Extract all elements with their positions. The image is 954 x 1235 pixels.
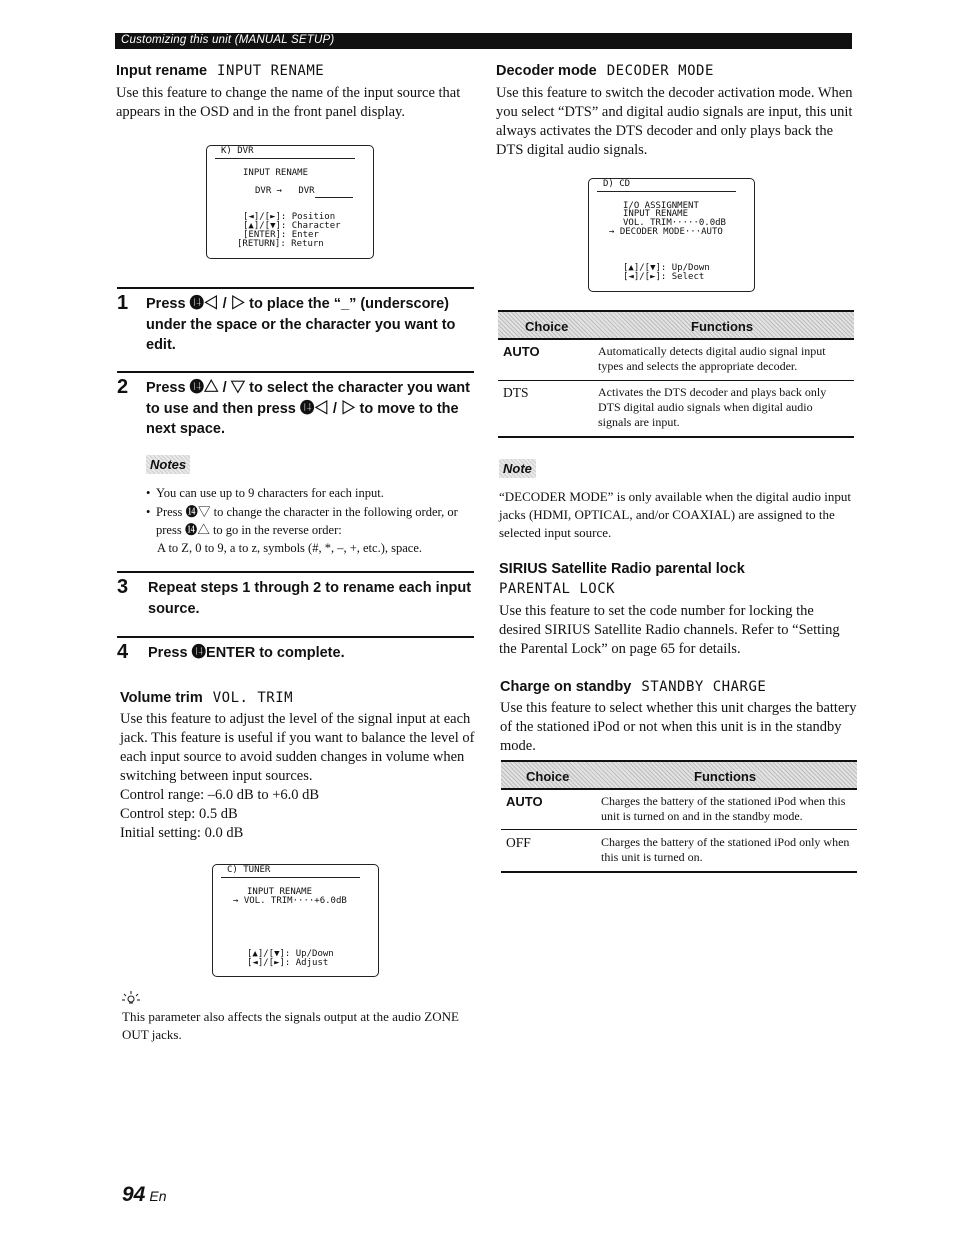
table-cell-choice: AUTO <box>503 344 540 359</box>
osd-line: [◄]/[►]: Adjust <box>247 958 329 968</box>
table-header-functions: Functions <box>694 769 757 784</box>
osd-line: → VOL. TRIM····+6.0dB <box>233 896 347 906</box>
table-row <box>498 381 854 438</box>
volume-trim-heading <box>120 689 480 707</box>
osd-line: [◄]/[►]: Select <box>623 272 705 282</box>
osd-screen-decoder-mode <box>588 178 755 292</box>
decoder-mode-osd-name: DECODER MODE <box>606 63 714 79</box>
osd-line: [RETURN]: Return <box>237 239 324 249</box>
notes-list <box>146 484 476 540</box>
header-bar <box>115 33 852 49</box>
step-number: 3 <box>117 576 129 598</box>
notes-badge <box>146 456 190 474</box>
table-header-functions: Functions <box>691 319 754 334</box>
decoder-mode-body: Use this feature to switch the decoder activation mode. When you select “DTS” and digital audio signals are input, this unit always activates the DTS decoder and only plays back the DTS digital audio signals. <box>496 85 853 158</box>
table-cell-function: Activates the DTS decoder and plays back only DTS digital audio signals when digital audio signals are input. <box>598 385 827 429</box>
note-badge <box>499 460 536 478</box>
table-cell-choice: AUTO <box>506 794 543 809</box>
osd-top-label: C) TUNER <box>227 865 271 875</box>
osd-line: → DECODER MODE···AUTO <box>609 227 723 237</box>
osd-top-label: K) DVR <box>221 146 254 156</box>
volume-trim-title: Volume trim <box>120 690 203 706</box>
table-cell-function: Charges the battery of the stationed iPod when this unit is turned on and in the standby mode. <box>601 794 846 823</box>
osd-line: [◄]/[►]: Position <box>243 212 336 222</box>
notes-label: Notes <box>146 455 190 474</box>
charge-heading <box>500 678 860 696</box>
osd-line: I/O ASSIGNMENT <box>623 201 699 211</box>
volume-trim-range: Control range: –6.0 dB to +6.0 dB <box>120 787 320 803</box>
table-header-choice: Choice <box>525 319 569 334</box>
note-label: Note <box>499 459 536 478</box>
table-cell-function: Automatically detects digital audio signal input types and selects the appropriate decoder. <box>598 344 826 373</box>
step-number: 4 <box>117 641 129 663</box>
osd-top-label: D) CD <box>603 179 631 189</box>
osd-line: DVR → DVR <box>255 186 315 196</box>
osd-line: INPUT RENAME <box>247 887 313 897</box>
table-cell-choice: DTS <box>503 385 529 400</box>
charge-osd-name: STANDBY CHARGE <box>641 679 767 695</box>
charge-title: Charge on standby <box>500 679 632 695</box>
page-number: 94 <box>122 1183 146 1206</box>
tip-lightbulb-icon <box>121 990 141 1006</box>
osd-line: INPUT RENAME <box>243 168 309 178</box>
table-row <box>501 790 857 830</box>
osd-line: INPUT RENAME <box>623 209 689 219</box>
note-item: • You can use up to 9 characters for each input. <box>146 484 476 503</box>
table-cell-choice: OFF <box>506 835 531 850</box>
volume-trim-body: Use this feature to adjust the level of the signal input at each jack. This feature is useful if you want to balance the level of each input source to avoid sudden changes in volume when switching between input sources. <box>120 711 475 784</box>
input-rename-body: Use this feature to change the name of the input source that appears in the OSD and in the front panel display. <box>116 85 461 120</box>
osd-line: [▲]/[▼]: Up/Down <box>247 949 334 959</box>
step-text: Repeat steps 1 through 2 to rename each input source. <box>148 580 472 617</box>
decoder-note-text: “DECODER MODE” is only available when the digital audio input jacks (HDMI, OPTICAL, and/or COAXIAL) are assigned to the selected input source. <box>499 489 852 540</box>
sirius-body: Use this feature to set the code number for locking the desired SIRIUS Satellite Radio channels. Refer to “Setting the Parental Lock” on page 65 for details. <box>499 603 840 657</box>
step-text: Press ⓮◁ / ▷ to place the “_” (underscore) under the space or the character you want to edit. <box>146 296 456 353</box>
page-language: En <box>149 1188 167 1204</box>
charge-table-header <box>501 760 857 790</box>
step-text: Press ⓮△ / ▽ to select the character you want to use and then press ⓮◁ / ▷ to move to the next space. <box>146 380 470 437</box>
osd-line: [▲]/[▼]: Character <box>243 221 341 231</box>
input-rename-heading <box>116 62 476 80</box>
decoder-mode-title: Decoder mode <box>496 63 597 79</box>
header-title: Customizing this unit (MANUAL SETUP) <box>121 34 335 46</box>
table-row <box>501 830 857 873</box>
sirius-title: SIRIUS Satellite Radio parental lock <box>499 561 745 577</box>
step-number: 1 <box>117 292 129 314</box>
charge-body: Use this feature to select whether this unit charges the battery of the stationed iPod or not when this unit is in the standby mode. <box>500 700 857 754</box>
decoder-mode-heading <box>496 62 856 80</box>
table-cell-function: Charges the battery of the stationed iPod only when this unit is turned on. <box>601 835 850 864</box>
input-rename-title: Input rename <box>116 63 208 79</box>
volume-trim-initial: Initial setting: 0.0 dB <box>120 825 244 841</box>
tip-text: This parameter also affects the signals output at the audio ZONE OUT jacks. <box>122 1009 459 1042</box>
osd-line: [▲]/[▼]: Up/Down <box>623 263 710 273</box>
osd-screen-volume-trim <box>212 864 379 977</box>
note-item: • Press ⓮▽ to change the character in the following order, or press ⓮△ to go in the reverse order: <box>146 503 476 540</box>
table-header-choice: Choice <box>526 769 570 784</box>
step-text: Press ⓮ENTER to complete. <box>148 645 345 661</box>
page-number-block <box>122 1183 166 1207</box>
osd-line: [ENTER]: Enter <box>243 230 319 240</box>
sirius-osd-name: PARENTAL LOCK <box>499 581 616 597</box>
decoder-table-header <box>498 310 854 340</box>
input-rename-osd-name: INPUT RENAME <box>217 63 325 79</box>
osd-screen-input-rename <box>206 145 374 259</box>
note-order-line: A to Z, 0 to 9, a to z, symbols (#, *, –, +, etc.), space. <box>157 541 422 555</box>
step-number: 2 <box>117 376 129 398</box>
volume-trim-osd-name: VOL. TRIM <box>212 690 294 706</box>
osd-line: VOL. TRIM·····0.0dB <box>623 218 726 228</box>
volume-trim-step: Control step: 0.5 dB <box>120 806 238 822</box>
table-row <box>498 340 854 381</box>
